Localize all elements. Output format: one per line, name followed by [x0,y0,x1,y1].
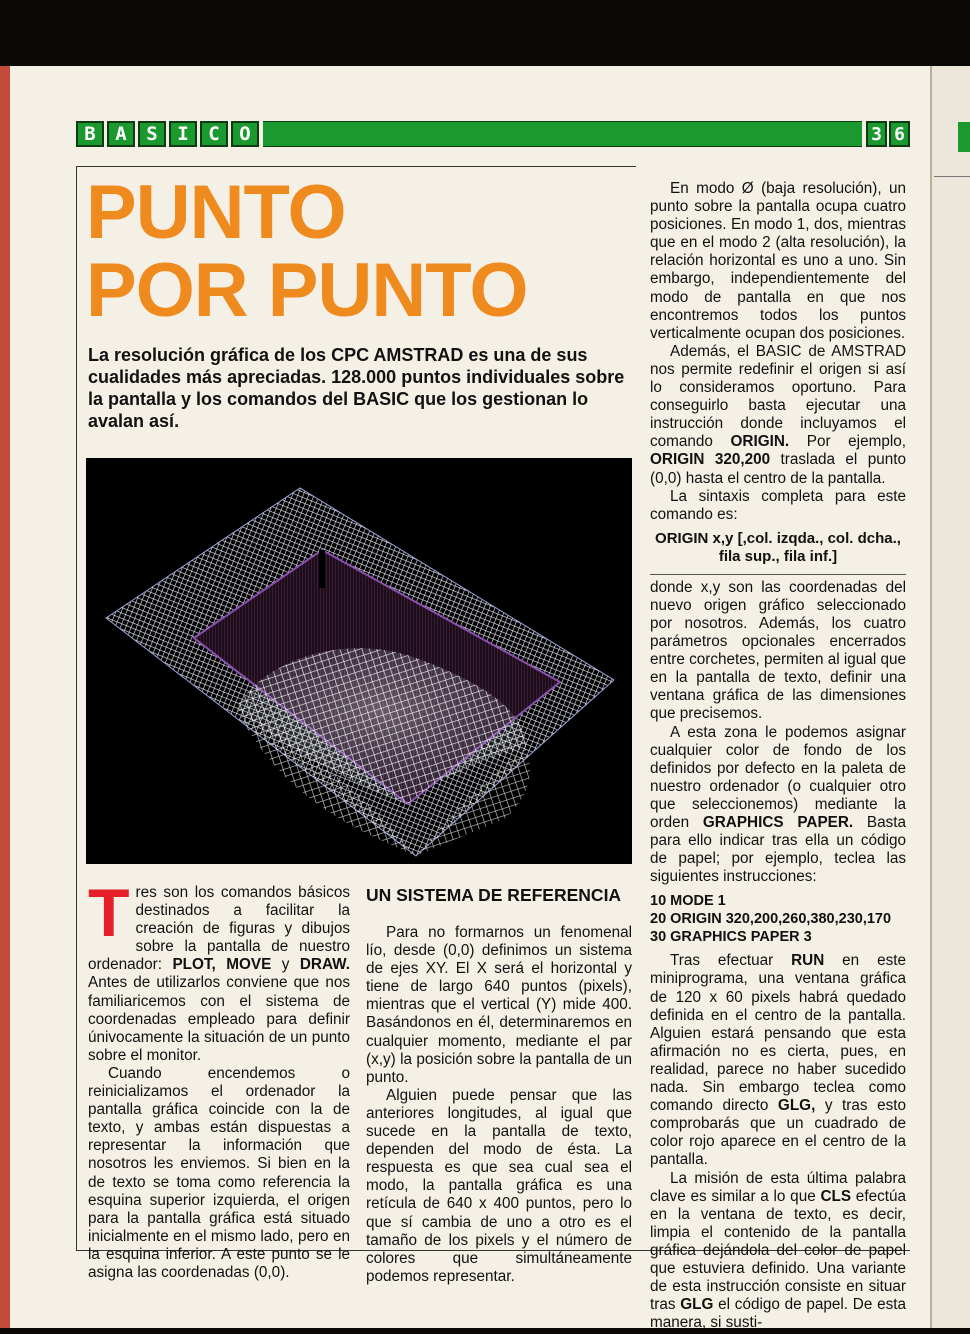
keyword: GLG [680,1296,714,1314]
text-run: res son los comandos básicos destinados a facilitar la creación de figuras y dibujos sobre la pantalla de nuestro ordenador: [88,884,350,974]
logo-letter: C [200,121,228,147]
keyword: CLS [820,1187,852,1205]
text-run: traslada el punto (0,0) hasta el centro de la pantalla. [650,451,907,487]
keyword: GLG, [777,1097,816,1115]
text-run: Tras efectuar [670,952,792,970]
logo-letter: I [169,121,197,147]
logo-letter: B [76,121,104,147]
wireframe-surface-graphic [86,458,632,864]
keyword: PLOT, MOVE [172,956,272,974]
body-column-1 [88,875,350,1282]
paragraph: Cuando encendemos o reinicializamos el ordenador la pantalla gráfica coincide con la de texto, y ambas están dispuestas a representar la información que nosotros les enviemos. Si bien en la de texto se toma como referencia la esquina superior izquierda, el origen para la pantalla gráfica está situado inicialmente en el mismo lado, pero en la esquina inferior. A este punto se le asigna las coordenadas (0,0). [88,1064,350,1281]
paragraph [650,952,906,1169]
text-run: el código de papel. De esta manera, si susti- [650,1296,906,1332]
syntax-line: fila sup., fila inf.] [718,547,838,565]
section-subhead: UN SISTEMA DE REFERENCIA [366,885,622,905]
keyword: GRAPHICS PAPER. [702,814,854,831]
frame-rule-left [76,166,77,1250]
code-line: 20 ORIGIN 320,200,260,380,230,170 [650,911,892,928]
divider [650,574,906,575]
code-line: 10 MODE 1 [650,893,726,910]
section-header [76,120,910,148]
body-column-3 [650,180,906,1332]
paragraph: Alguien puede pensar que las anteriores longitudes, al igual que sucede en la pantalla de texto, dependen del modo de ésta. La respuesta es que sea cual sea el modo, la pantalla gráfica es una retícula de 640 x 400 puntos, pero lo que sí cambia de uno a otro es el tamaño de los pixels y el número de colores que simultáneamente podemos representar. [366,1086,632,1285]
keyword: RUN [791,952,825,970]
text-run: Por ejemplo, [789,433,906,451]
text-run: Basta para ello indicar tras ella un código de papel; por ejemplo, teclea las siguientes instrucciones: [650,814,907,886]
keyword: ORIGIN 320,200 [650,451,771,469]
title-line: PUNTO [86,170,346,255]
page-number [866,121,910,147]
keyword: DRAW. [299,956,350,974]
text-run: y [271,956,300,974]
text-run: en este miniprograma, una ventana gráfica de 120 x 60 pixels habrá quedado definida en el centro de la pantalla. Alguien estará pensando que esta afirmación no es cierta, pues, en realidad, parece no haber sucedido nada. Sin embargo teclea como comando directo [650,952,906,1115]
wireframe-surface-illustration [86,458,632,864]
next-page-rule [934,176,970,177]
code-line: 30 GRAPHICS PAPER 3 [650,929,812,946]
keyword: ORIGIN. [730,433,790,451]
paragraph: Para no formarnos un fenomenal lío, desde (0,0) definimos un sistema de ejes XY. El X será el horizontal y tiene de largo 640 puntos (pixels), mientras que el vertical (Y) mide 400. Basándonos en él, determinaremos en cualquier momento, mediante el par (x,y) la posición sobre la pantalla de un punto. [366,924,632,1086]
paragraph [650,724,906,887]
title-line: POR PUNTO [86,248,528,333]
article-lead: La resolución gráfica de los CPC AMSTRAD es una de sus cualidades más apreciadas. 128.000 puntos individuales sobre la pantalla y los comandos del BASIC que los gestionan lo avalan así. [88,345,625,431]
next-page-edge [930,66,970,1328]
paragraph: donde x,y son las coordenadas del nuevo origen gráfico seleccionado por nosotros. Además, los cuatro parámetros opcionales encerrados entre corchetes, permiten al igual que en la pantalla de texto, definir una ventana gráfica de las dimensiones que precisemos. [650,578,906,723]
paragraph: En modo Ø (baja resolución), un punto sobre la pantalla ocupa cuatro posiciones. En modo 1, dos, mientras que en el modo 2 (alta resolución), la relación horizontal es uno a uno. Sin embargo, independientemente del modo de pantalla en que nos encontremos todos los puntos verticalmente ocupan dos posiciones. [650,180,906,342]
logo-letter: S [138,121,166,147]
drop-cap: T [88,875,130,951]
syntax-block [650,530,906,566]
logo-letter: O [231,121,259,147]
frame-rule-top [76,166,636,167]
page-number-digit: 6 [889,121,910,147]
body-column-2 [366,884,632,1286]
article-title [86,170,636,333]
text-run: Antes de utilizarlos conviene que nos familiaricemos con el sistema de coordenadas empleado para definir únivocamente la situación de un punto sobre el monitor. [88,974,350,1064]
paragraph: La sintaxis completa para este comando es: [650,487,906,523]
paragraph [650,1170,906,1333]
text-run: La misión de esta última palabra clave es similar a lo que [650,1169,906,1205]
code-listing [650,892,906,946]
text-run: y tras esto comprobarás que un cuadrado de color rojo aparece en el centro de la pantalla. [650,1097,907,1169]
basico-logo [76,121,259,147]
page-number-digit: 3 [866,121,887,147]
logo-letter: A [107,121,135,147]
paragraph [650,343,906,488]
text-run: Además, el BASIC de AMSTRAD nos permite redefinir el origen si así lo consideramos oportuno. Para conseguirlo basta ejecutar una instrucción donde incluyamos el comando [650,342,906,451]
header-green-bar [263,121,862,147]
text-run: A esta zona le podemos asignar cualquier color de fondo de los definidos por defecto en la paleta de nuestro ordenador (o cualquier otro que seleccionemos) mediante la orden [650,723,906,831]
next-page-header-bar [958,122,970,152]
syntax-line: ORIGIN x,y [,col. izqda., col. dcha., [655,529,901,547]
text-run: efectúa en la ventana de texto, es decir, limpia el contenido de la pantalla gráfica dejándola del color de papel que estuviera definido. Una variante de esta instrucción consiste en situar tras [650,1187,906,1314]
paragraph [88,875,350,1065]
